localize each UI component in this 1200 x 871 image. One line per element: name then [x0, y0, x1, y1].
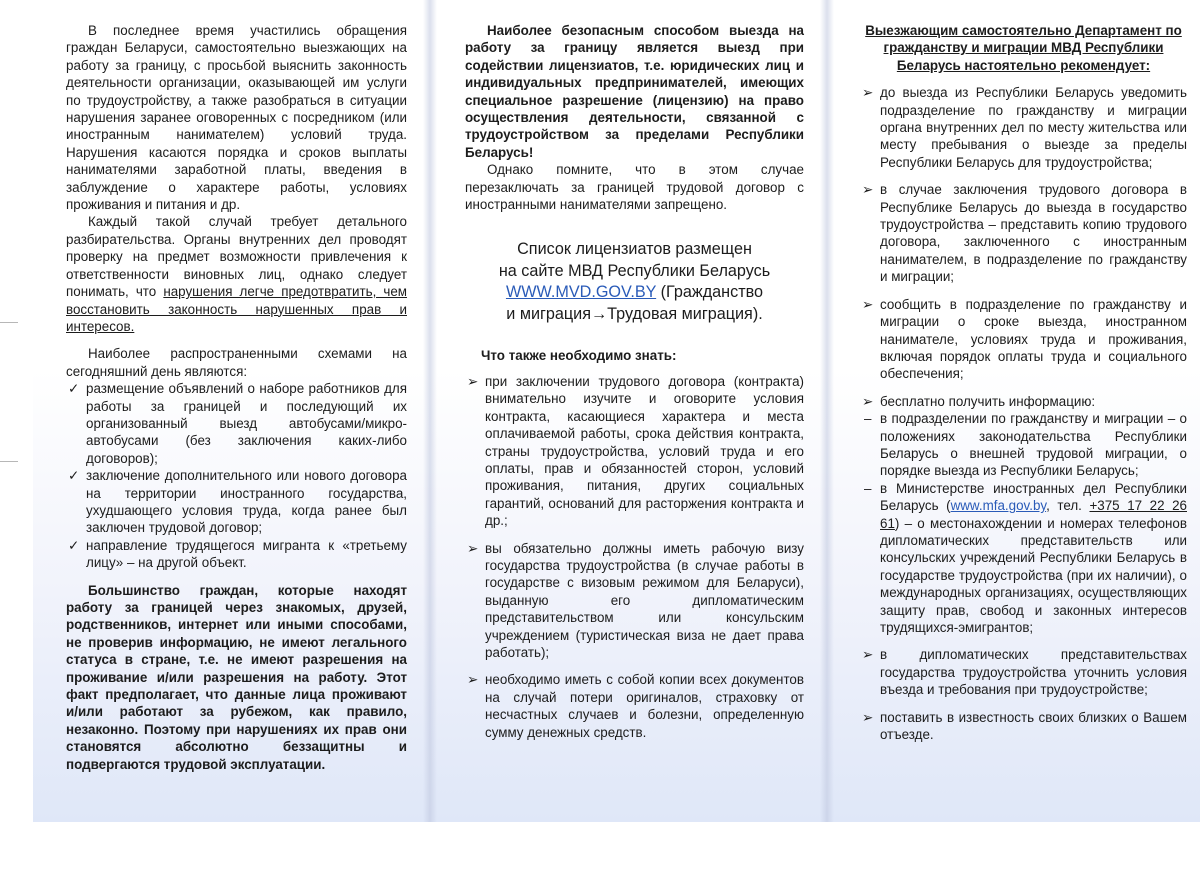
- arrow-bullet-icon: ➢: [467, 540, 479, 556]
- list-item: ➢ до выезда из Республики Беларусь уведомить подразделение по гражданству и миграции органа внутренних дел по месту жительства или месту пребывания о выезде за пределы Республики Беларусь для трудоустройства;: [862, 85, 1187, 170]
- check-icon: ✓: [68, 468, 80, 484]
- recommendations-list: [860, 84, 1187, 410]
- column-left: [66, 22, 407, 773]
- list-item: ➢ вы обязательно должны иметь рабочую визу государства трудоустройства (в случае работы в государстве с визовым режимом для Беларуси), выданную его дипломатическим представительством или консульским учреждением (туристическая виза не дает права работать);: [467, 540, 804, 660]
- scan-edge-mark: [0, 322, 18, 462]
- column-right: [860, 22, 1187, 743]
- check-icon: ✓: [68, 537, 80, 553]
- list-item: – в подразделении по гражданству и миграции – о положениях законодательства Республики Беларусь о внешней трудовой миграции, о порядке выезда из Республики Беларусь;: [864, 411, 1187, 479]
- warning-paragraph: Большинство граждан, которые находят работу за границей через знакомых, друзей, родственников, интернет или иными способами, не проверив информацию, не имеют легального статуса в стране, т.е. не имеют разрешения на проживание и/или разрешения на работу. Этот факт предполагает, что данные лица проживают и/или работают за рубежом, как правило, незаконно. Поэтому при нарушениях их прав они становятся абсолютно беззащитны и подвергаются трудовой эксплуатации.: [66, 582, 407, 772]
- schemes-list: [66, 380, 407, 571]
- intro-paragraph: В последнее время участились обращения граждан Беларуси, самостоятельно выезжающих на работу за границу, с просьбой выяснить законность деятельности организации, оказывающей им услуги по трудоустройству, а также разобраться в ситуации нарушения заранее оговоренных с посредником (или иностранным нанимателем) условий труда. Нарушения касаются порядка и сроков выплаты нанимателями заработной платы, введения в заблуждение о характере работы, условиях проживания и питания и др.: [66, 23, 407, 213]
- recommendations-heading: Выезжающим самостоятельно Департамент по гражданству и миграции МВД Республики Беларусь настоятельно рекомендует:: [865, 23, 1182, 73]
- mvd-website-link[interactable]: WWW.MVD.GOV.BY: [505, 283, 657, 302]
- arrow-bullet-icon: ➢: [862, 393, 874, 409]
- list-item: ➢ сообщить в подразделение по гражданству и миграции о сроке выезда, иностранном нанимателе, условиях труда и проживания, включая порядок оплаты труда и социального обеспечения;: [862, 296, 1187, 382]
- know-heading: Что также необходимо знать:: [481, 348, 677, 364]
- arrow-bullet-icon: ➢: [862, 647, 874, 663]
- schemes-intro: Наиболее распространенными схемами на сегодняшний день являются:: [66, 346, 407, 379]
- recommendations-list-continued: [860, 646, 1187, 743]
- arrow-bullet-icon: ➢: [862, 709, 874, 725]
- mfa-phone-link[interactable]: +375 17 22 26 61: [880, 498, 1187, 531]
- list-item: ➢ бесплатно получить информацию:: [862, 393, 1096, 409]
- contract-warning-paragraph: Однако помните, что в этом случае перезаключать за границей трудовой договор с иностранными нанимателями запрещено.: [465, 162, 804, 213]
- list-item: ➢ при заключении трудового договора (контракта) внимательно изучите и оговорите условия контракта, касающиеся характера и места оплачиваемой работы, срока действия контракта, страны трудоустройства, условий труда и его оплаты, прав и обязанностей сторон, условий проживания, питания, других социальных гарантий, оснований для расторжения контракта и др.;: [467, 373, 804, 529]
- list-item: ✓ заключение дополнительного или нового договора на территории иностранного государства, ухудшающего условия труда, когда ранее был заключен трудовой договор;: [68, 468, 407, 536]
- dash-bullet-icon: –: [864, 480, 872, 496]
- fold-line-right: [820, 0, 834, 822]
- arrow-bullet-icon: ➢: [862, 182, 874, 198]
- know-list: [465, 373, 804, 741]
- fold-line-left: [423, 0, 437, 822]
- list-item: ➢ в случае заключения трудового договора в Республике Беларусь до выезда в государство трудоустройства – представить копию трудового договора, заключенного с иностранным нанимателем, в подразделение по гражданству и миграции;: [862, 182, 1187, 285]
- dash-bullet-icon: –: [864, 411, 872, 427]
- safe-way-paragraph: Наиболее безопасным способом выезда на работу за границу является выезд при содействии лицензиатов, т.е. юридических лиц и индивидуальных предпринимателей, имеющих специальное разрешение (лицензию) на право осуществления деятельности, связанной с трудоустройством за пределами Республики Беларусь!: [465, 23, 804, 160]
- list-item: ➢ необходимо иметь с собой копии всех документов на случай потери оригиналов, страховку от несчастных случаев и болезни, определенную сумму денежных средств.: [467, 672, 804, 740]
- arrow-bullet-icon: ➢: [467, 373, 479, 389]
- check-icon: ✓: [68, 381, 80, 397]
- info-sources-list: [860, 410, 1187, 636]
- list-item: ✓ направление трудящегося мигранта к «третьему лицу» – на другой объект.: [68, 537, 407, 571]
- list-item: – в Министерстве иностранных дел Республики Беларусь (www.mfa.gov.by, тел. +375 17 22 26 61) – о местонахождении и номерах телефонов дипломатических представительств или консульских учреждений Республики Беларусь в государстве трудоустройства (при их наличии), о международных организациях, осуществляющих защиту прав, свобод и законных интересов трудящихся-эмигрантов;: [864, 480, 1187, 635]
- list-item: ➢ в дипломатических представительствах государства трудоустройства уточнить условия въезда и требования при трудоустройстве;: [862, 647, 1187, 698]
- prevention-underlined-text: нарушения легче предотвратить, чем восстановить законность нарушенных прав и интересов.: [66, 284, 408, 334]
- licensee-notice: Список лицензиатов размещен на сайте МВД Республики Беларусь WWW.MVD.GOV.BY (Гражданство и миграция→Трудовая миграция).: [498, 240, 771, 323]
- list-item: ✓ размещение объявлений о наборе работников для работы за границей и последующий их организованный выезд автобусами/микро-автобусами (без заключения каких-либо договоров);: [68, 381, 407, 466]
- column-middle: [465, 22, 804, 741]
- list-item: ➢ поставить в известность своих близких о Вашем отъезде.: [862, 709, 1187, 743]
- arrow-bullet-icon: ➢: [862, 85, 874, 101]
- arrow-bullet-icon: ➢: [467, 672, 479, 688]
- arrow-bullet-icon: ➢: [862, 296, 874, 312]
- mfa-website-link[interactable]: www.mfa.gov.by: [950, 498, 1047, 514]
- investigation-paragraph: Каждый такой случай требует детального разбирательства. Органы внутренних дел проводят проверку на предмет возможности привлечения к ответственности виновных лиц, однако следует понимать, что нарушения легче предотвратить, чем восстановить законность нарушенных прав и интересов.: [66, 214, 408, 334]
